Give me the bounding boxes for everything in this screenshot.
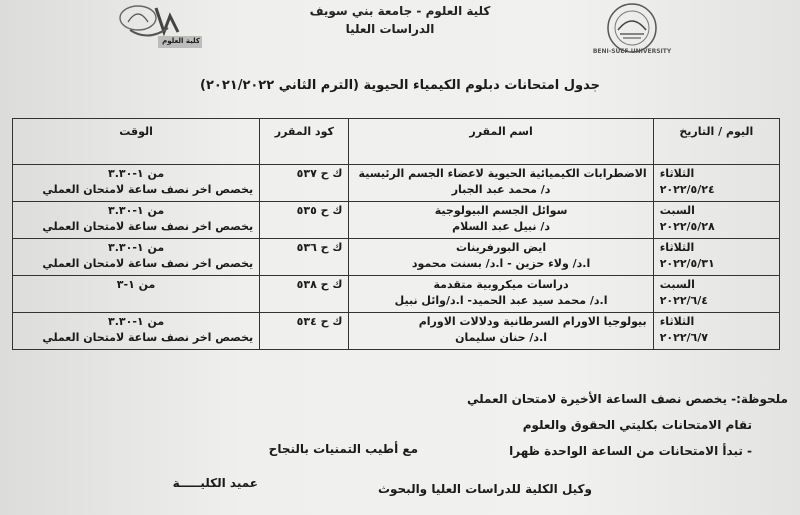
date-text: ٢٠٢٢/٥/٢٨ xyxy=(659,220,715,233)
course-name: دراسات ميكروبية متقدمة xyxy=(433,278,569,291)
table-row xyxy=(13,313,780,350)
course-code: ك ح ٥٣٦ xyxy=(296,241,343,254)
cell-time xyxy=(13,202,260,239)
course-code: ك ح ٥٣٤ xyxy=(296,315,343,328)
cell-date xyxy=(653,276,779,313)
signature-dean: عميد الكليـــــة xyxy=(172,476,258,490)
day-text: السبت xyxy=(659,204,695,217)
time-range: من ١-٣ xyxy=(116,278,156,291)
date-text: ٢٠٢٢/٦/٤ xyxy=(659,294,709,307)
time-range: من ١-٣.٣٠ xyxy=(107,167,165,180)
cell-date xyxy=(653,202,779,239)
instructor-name: ا.د/ ولاء حزين - ا.د/ بسنت محمود xyxy=(411,257,591,270)
column-header-date: اليوم / التاريخ xyxy=(653,119,779,165)
course-code: ك ح ٥٣٥ xyxy=(296,204,343,217)
cell-code xyxy=(260,313,349,350)
instructor-name: د/ نبيل عبد السلام xyxy=(452,220,551,233)
cell-time xyxy=(13,239,260,276)
day-text: الثلاثاء xyxy=(659,167,695,180)
instructor-name: ا.د/ محمد سيد عبد الحميد- ا.د/وائل نبيل xyxy=(394,294,608,307)
table-header-row xyxy=(13,119,780,165)
cell-code xyxy=(260,239,349,276)
time-note: يخصص اخر نصف ساعة لامتحان العملي xyxy=(42,257,254,270)
cell-course xyxy=(349,276,653,313)
document-title: جدول امتحانات دبلوم الكيمياء الحيوية (الترم الثاني ٢٠٢١/٢٠٢٢) xyxy=(200,78,600,93)
cell-time xyxy=(13,276,260,313)
faculty-logo-caption: كلية العلوم xyxy=(162,37,200,45)
university-logo xyxy=(576,2,688,60)
day-text: الثلاثاء xyxy=(659,315,695,328)
cell-code xyxy=(260,202,349,239)
table-row xyxy=(13,276,780,313)
cell-time xyxy=(13,165,260,202)
cell-course xyxy=(349,165,653,202)
column-header-code: كود المقرر xyxy=(260,119,349,165)
time-range: من ١-٣.٣٠ xyxy=(107,315,165,328)
cell-code xyxy=(260,165,349,202)
course-code: ك ح ٥٣٧ xyxy=(296,167,343,180)
time-note: يخصص اخر نصف ساعة لامتحان العملي xyxy=(42,220,254,233)
cell-course xyxy=(349,239,653,276)
date-text: ٢٠٢٢/٥/٢٤ xyxy=(659,183,715,196)
faculty-logo xyxy=(108,2,204,50)
department-heading: الدراسات العليا xyxy=(345,22,435,36)
day-text: السبت xyxy=(659,278,695,291)
course-name: الاضطرابات الكيميائية الحيوية لاعضاء الجسم الرئيسية xyxy=(358,167,647,180)
course-name: سوائل الجسم البيولوجية xyxy=(434,204,568,217)
signature-vice-dean: وكيل الكلية للدراسات العليا والبحوث xyxy=(377,482,592,496)
column-header-name: اسم المقرر xyxy=(349,119,653,165)
table-row xyxy=(13,239,780,276)
university-logo-caption: BENI-SUEF UNIVERSITY xyxy=(592,48,672,55)
note-exam-start: - تبدأ الامتحانات من الساعة الواحدة ظهرا xyxy=(509,444,752,458)
note-wishes: مع أطيب التمنيات بالنجاح xyxy=(268,442,418,456)
table-row xyxy=(13,165,780,202)
instructor-name: د/ محمد عبد الجبار xyxy=(451,183,551,196)
note-exam-location: تقام الامتحانات بكليتي الحقوق والعلوم xyxy=(522,418,752,432)
exam-schedule-table xyxy=(12,118,780,350)
cell-date xyxy=(653,239,779,276)
time-note: يخصص اخر نصف ساعة لامتحان العملي xyxy=(42,331,254,344)
cell-code xyxy=(260,276,349,313)
date-text: ٢٠٢٢/٦/٧ xyxy=(659,331,709,344)
table-row xyxy=(13,202,780,239)
cell-course xyxy=(349,313,653,350)
faculty-university-heading: كلية العلوم - جامعة بني سويف xyxy=(309,4,491,18)
instructor-name: ا.د/ حنان سليمان xyxy=(455,331,548,344)
note-practical-exam: ملحوظة:- يخصص نصف الساعة الأخيرة لامتحان العملي xyxy=(467,392,788,406)
time-note: يخصص اخر نصف ساعة لامتحان العملي xyxy=(42,183,254,196)
course-name: ايض البورفرينات xyxy=(455,241,547,254)
time-range: من ١-٣.٣٠ xyxy=(107,204,165,217)
cell-course xyxy=(349,202,653,239)
cell-date xyxy=(653,313,779,350)
day-text: الثلاثاء xyxy=(659,241,695,254)
cell-date xyxy=(653,165,779,202)
time-range: من ١-٣.٣٠ xyxy=(107,241,165,254)
cell-time xyxy=(13,313,260,350)
column-header-time: الوقت xyxy=(13,119,260,165)
course-code: ك ح ٥٣٨ xyxy=(296,278,343,291)
course-name: بيولوجيا الاورام السرطانية ودلالات الاورام xyxy=(418,315,647,328)
date-text: ٢٠٢٢/٥/٣١ xyxy=(659,257,715,270)
